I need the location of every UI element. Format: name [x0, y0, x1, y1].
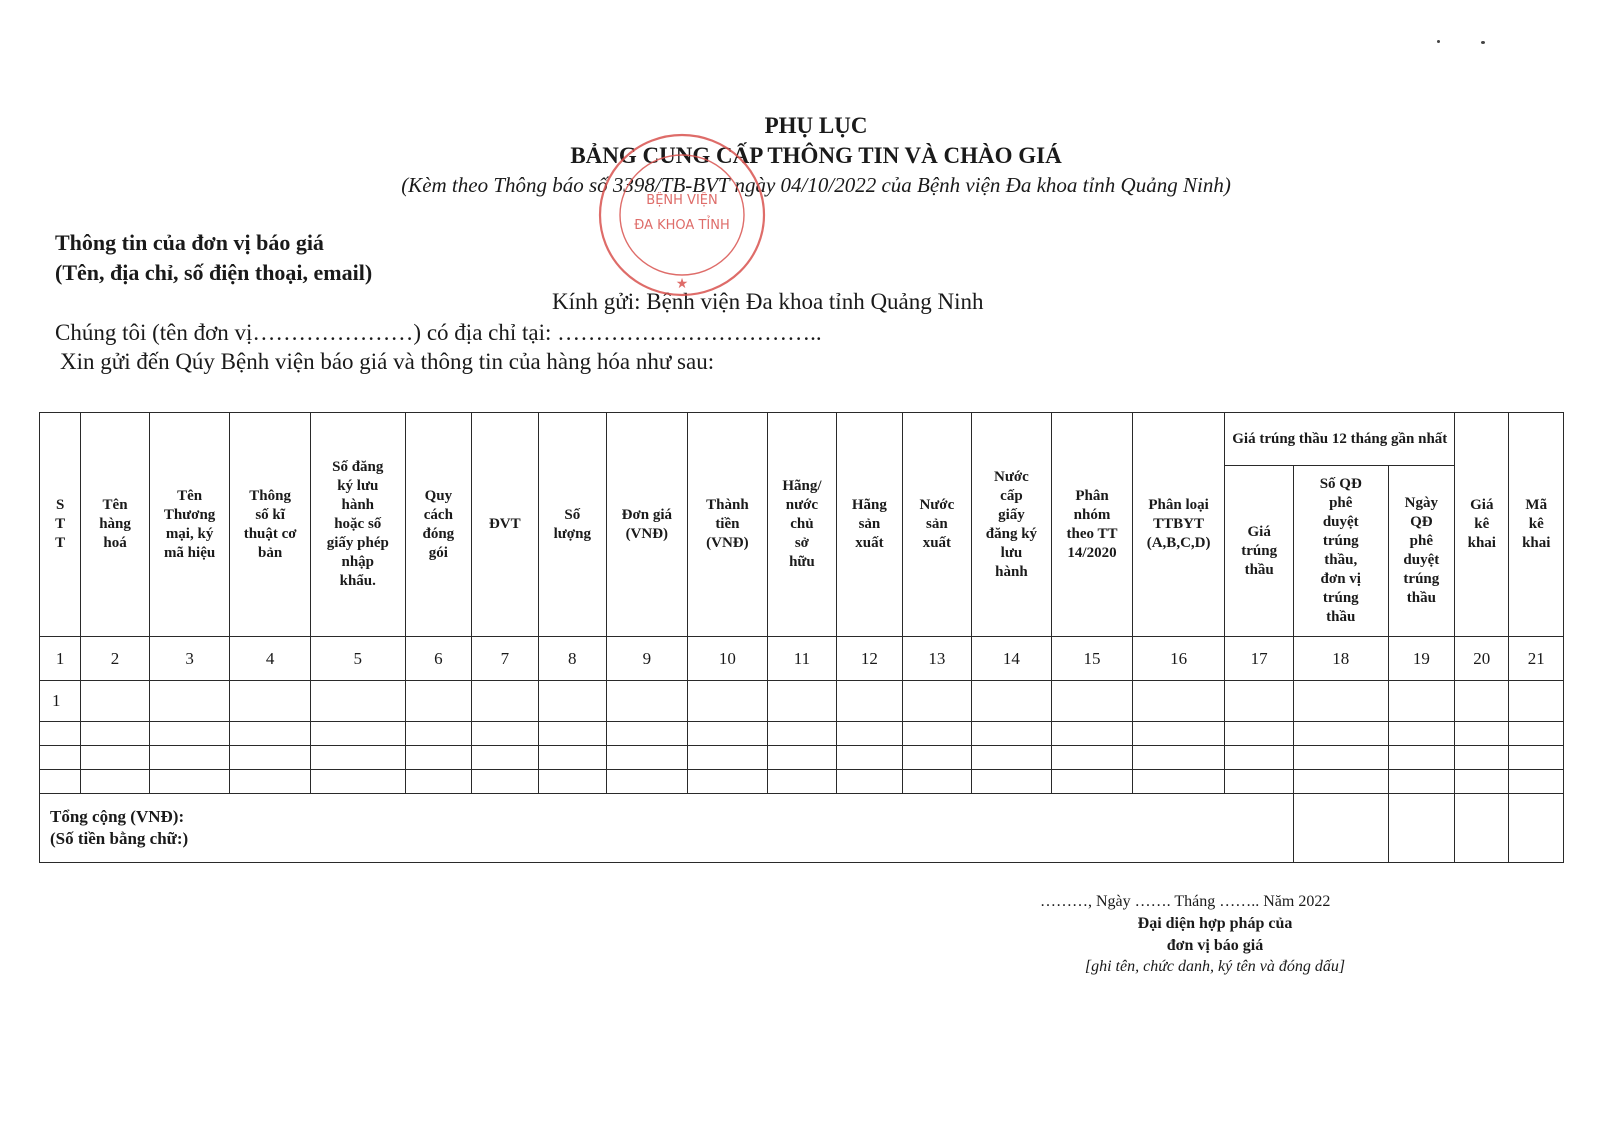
col-header-trade-name: Tên Thương mại, ký mã hiệu: [149, 413, 230, 637]
table-cell[interactable]: [1455, 770, 1509, 794]
table-cell[interactable]: [1225, 770, 1293, 794]
total-cell-blank[interactable]: [1293, 794, 1388, 863]
table-cell[interactable]: [1509, 746, 1564, 770]
intro-line-offer: Xin gửi đến Qúy Bệnh viện báo giá và thông tin của hàng hóa như sau:: [60, 349, 715, 374]
table-cell[interactable]: [1225, 722, 1293, 746]
scan-speck: [1437, 40, 1440, 43]
column-number-cell: 21: [1509, 637, 1564, 681]
intro-line-company: Chúng tôi (tên đơn vị…………………) có địa chỉ tại: ……………………………..: [55, 320, 822, 345]
table-cell[interactable]: [405, 681, 471, 722]
table-cell[interactable]: [538, 722, 606, 746]
col-header-product-name: Tên hàng hoá: [81, 413, 149, 637]
supplier-info-heading: Thông tin của đơn vị báo giá: [55, 230, 324, 255]
col-header-decision-date: Ngày QĐ phê duyệt trúng thầu: [1388, 466, 1455, 637]
table-row: [40, 681, 1564, 722]
table-cell[interactable]: [1388, 770, 1455, 794]
table-cell[interactable]: [472, 770, 538, 794]
table-cell[interactable]: [1293, 681, 1388, 722]
signature-representative-line1: Đại diện hợp pháp của: [1137, 915, 1293, 932]
table-cell[interactable]: [405, 722, 471, 746]
column-number-cell: 5: [310, 637, 405, 681]
table-cell[interactable]: [1052, 722, 1133, 746]
column-number-cell: 11: [768, 637, 836, 681]
table-cell[interactable]: [836, 722, 902, 746]
supplier-info-fields: (Tên, địa chỉ, số điện thoại, email): [55, 260, 373, 285]
table-cell[interactable]: [310, 722, 405, 746]
col-header-stt: S T T: [40, 413, 81, 637]
col-header-quantity: Số lượng: [538, 413, 606, 637]
column-number-cell: 19: [1388, 637, 1455, 681]
column-number-cell: 3: [149, 637, 230, 681]
column-number-cell: 16: [1132, 637, 1225, 681]
table-cell[interactable]: [81, 770, 149, 794]
table-cell[interactable]: [903, 746, 971, 770]
table-cell[interactable]: [903, 770, 971, 794]
table-cell[interactable]: [768, 770, 836, 794]
table-cell[interactable]: [1225, 681, 1293, 722]
table-cell[interactable]: [149, 722, 230, 746]
total-cell-blank[interactable]: [1455, 794, 1509, 863]
table-cell[interactable]: [81, 722, 149, 746]
table-cell[interactable]: [538, 681, 606, 722]
col-header-device-class: Phân loại TTBYT (A,B,C,D): [1132, 413, 1225, 637]
table-row: [40, 722, 1564, 746]
greeting-line: Kính gửi: Bệnh viện Đa khoa tỉnh Quảng Ninh: [552, 289, 984, 314]
table-cell[interactable]: [687, 722, 768, 746]
table-cell[interactable]: [40, 746, 81, 770]
col-header-owner: Hãng/ nước chủ sở hữu: [768, 413, 836, 637]
table-cell[interactable]: [836, 681, 902, 722]
table-cell[interactable]: [1455, 746, 1509, 770]
column-number-cell: 18: [1293, 637, 1388, 681]
table-cell[interactable]: [607, 722, 688, 746]
table-cell[interactable]: [1293, 770, 1388, 794]
col-group-header-winning-bids: Giá trúng thầu 12 tháng gần nhất: [1225, 413, 1455, 466]
signature-representative-line2: đơn vị báo giá: [1166, 937, 1264, 954]
table-cell[interactable]: [1052, 681, 1133, 722]
col-header-licensing-country: Nước cấp giấy đăng ký lưu hành: [971, 413, 1052, 637]
col-header-origin-country: Nước sản xuất: [903, 413, 971, 637]
signature-instruction-note: [ghi tên, chức danh, ký tên và đóng dấu]: [1084, 958, 1346, 975]
table-cell[interactable]: [81, 681, 149, 722]
total-cell-blank[interactable]: [1509, 794, 1564, 863]
table-cell[interactable]: [230, 722, 311, 746]
total-label: Tổng cộng (VNĐ):: [50, 807, 185, 826]
table-cell[interactable]: [1132, 746, 1225, 770]
table-cell[interactable]: [230, 681, 311, 722]
table-cell[interactable]: [768, 722, 836, 746]
table-cell[interactable]: [405, 770, 471, 794]
signature-date-line: ………, Ngày ……. Tháng …….. Năm 2022: [1040, 893, 1331, 910]
column-number-cell: 4: [230, 637, 311, 681]
col-header-amount: Thành tiền (VNĐ): [687, 413, 768, 637]
table-cell[interactable]: [903, 681, 971, 722]
table-cell[interactable]: [1455, 722, 1509, 746]
table-cell[interactable]: [768, 746, 836, 770]
table-cell[interactable]: [472, 681, 538, 722]
col-header-decision-no: Số QĐ phê duyệt trúng thầu, đơn vị trúng thầu: [1293, 466, 1388, 637]
table-cell[interactable]: [230, 746, 311, 770]
total-in-words-label: (Số tiền bằng chữ:): [50, 829, 189, 848]
col-header-manufacturer: Hãng sản xuất: [836, 413, 902, 637]
table-cell[interactable]: [607, 746, 688, 770]
column-number-cell: 12: [836, 637, 902, 681]
table-cell[interactable]: [40, 722, 81, 746]
col-header-unit-price: Đơn giá (VNĐ): [607, 413, 688, 637]
appendix-title: PHỤ LỤC: [764, 113, 868, 138]
table-cell[interactable]: [903, 722, 971, 746]
table-cell[interactable]: [230, 770, 311, 794]
column-number-cell: 14: [971, 637, 1052, 681]
table-cell[interactable]: [971, 681, 1052, 722]
table-cell[interactable]: [310, 746, 405, 770]
table-cell[interactable]: [405, 746, 471, 770]
table-cell[interactable]: [1388, 746, 1455, 770]
reference-note: (Kèm theo Thông báo số 3398/TB-BVT ngày 04/10/2022 của Bệnh viện Đa khoa tỉnh Quảng Ninh): [401, 173, 1231, 197]
column-number-cell: 1: [40, 637, 81, 681]
column-number-cell: 7: [472, 637, 538, 681]
stamp-text-line2: ĐA KHOA TỈNH: [634, 218, 730, 233]
col-header-registration-no: Số đăng ký lưu hành hoặc số giấy phép nhập khẩu.: [310, 413, 405, 637]
col-header-unit: ĐVT: [472, 413, 538, 637]
col-header-declared-price: Giá kê khai: [1455, 413, 1509, 637]
total-cell-blank[interactable]: [1388, 794, 1455, 863]
column-number-cell: 13: [903, 637, 971, 681]
table-cell[interactable]: [687, 746, 768, 770]
table-cell[interactable]: [1132, 681, 1225, 722]
column-number-cell: 2: [81, 637, 149, 681]
table-cell[interactable]: [836, 746, 902, 770]
table-cell[interactable]: [472, 722, 538, 746]
table-cell[interactable]: [310, 770, 405, 794]
col-header-winning-price: Giá trúng thầu: [1225, 466, 1293, 637]
table-cell[interactable]: [1293, 746, 1388, 770]
column-number-cell: 15: [1052, 637, 1133, 681]
col-header-declared-code: Mã kê khai: [1509, 413, 1564, 637]
table-cell[interactable]: [1052, 746, 1133, 770]
table-cell[interactable]: [538, 746, 606, 770]
column-number-cell: 17: [1225, 637, 1293, 681]
table-cell[interactable]: [538, 770, 606, 794]
table-cell[interactable]: [607, 770, 688, 794]
table-cell[interactable]: [149, 746, 230, 770]
quotation-table: [39, 412, 1564, 863]
stamp-star-icon: ★: [675, 276, 689, 292]
table-cell[interactable]: [1388, 722, 1455, 746]
col-header-specs: Thông số kĩ thuật cơ bản: [230, 413, 311, 637]
form-title: BẢNG CUNG CẤP THÔNG TIN VÀ CHÀO GIÁ: [570, 143, 1062, 168]
table-cell[interactable]: [768, 681, 836, 722]
total-label-cell: [40, 794, 1294, 863]
table-cell[interactable]: [836, 770, 902, 794]
row-stt-cell: 1: [40, 681, 81, 722]
table-cell[interactable]: [1509, 722, 1564, 746]
table-cell[interactable]: [1052, 770, 1133, 794]
table-cell[interactable]: [607, 681, 688, 722]
table-cell[interactable]: [687, 770, 768, 794]
table-cell[interactable]: [687, 681, 768, 722]
column-number-cell: 10: [687, 637, 768, 681]
column-number-row: [40, 637, 1564, 681]
table-cell[interactable]: [472, 746, 538, 770]
table-cell[interactable]: [1388, 681, 1455, 722]
stamp-text-line1: BỆNH VIỆN: [646, 193, 718, 208]
table-cell[interactable]: [1132, 722, 1225, 746]
table-row: [40, 770, 1564, 794]
table-cell[interactable]: [971, 770, 1052, 794]
table-cell[interactable]: [1509, 681, 1564, 722]
table-cell[interactable]: [40, 770, 81, 794]
column-number-cell: 20: [1455, 637, 1509, 681]
column-number-cell: 6: [405, 637, 471, 681]
col-header-group: Phân nhóm theo TT 14/2020: [1052, 413, 1133, 637]
table-cell[interactable]: [1509, 770, 1564, 794]
table-row: [40, 746, 1564, 770]
table-cell[interactable]: [149, 681, 230, 722]
table-cell[interactable]: [971, 722, 1052, 746]
table-cell[interactable]: [81, 746, 149, 770]
table-cell[interactable]: [971, 746, 1052, 770]
table-cell[interactable]: [1293, 722, 1388, 746]
table-cell[interactable]: [1132, 770, 1225, 794]
table-cell[interactable]: [1455, 681, 1509, 722]
table-cell[interactable]: [1225, 746, 1293, 770]
table-cell[interactable]: [310, 681, 405, 722]
col-header-packaging: Quy cách đóng gói: [405, 413, 471, 637]
total-row: [40, 794, 1564, 863]
scan-speck: [1481, 41, 1485, 44]
column-number-cell: 9: [607, 637, 688, 681]
column-number-cell: 8: [538, 637, 606, 681]
table-cell[interactable]: [149, 770, 230, 794]
